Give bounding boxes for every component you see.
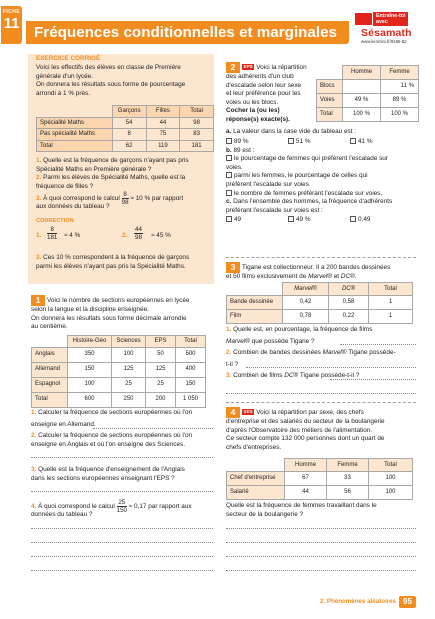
question-number: 1. <box>226 326 232 333</box>
table-cell: 119 <box>146 140 180 152</box>
question-text: Parmi les élèves de Spécialité Maths, quelle est la <box>43 174 186 182</box>
question-text: ® Tigane possède- <box>341 349 396 356</box>
logo-brand: Sésamath <box>361 28 412 39</box>
option-a3[interactable] <box>350 138 373 147</box>
option-label: le nombre de femmes préférant l'escalade sur voies. <box>234 189 383 197</box>
table-header: Histoire-Géo <box>68 336 112 348</box>
option-label: parmi les femmes, le pourcentage de celles qui <box>234 172 368 180</box>
exercise-text: Voici le nombre de sections européennes en lycée <box>47 297 190 304</box>
checkbox[interactable] <box>226 155 232 161</box>
question-number: 3. <box>36 195 42 203</box>
fraction-numerator: 8 <box>47 226 57 234</box>
question-number: 2. <box>31 432 37 439</box>
logo-stripe <box>355 13 372 25</box>
options-c <box>226 215 418 225</box>
question-text: enseigne en Allemand. <box>31 420 96 428</box>
table-row <box>227 472 413 486</box>
table-cell: 125 <box>146 362 176 377</box>
fraction <box>47 226 57 241</box>
answer-line[interactable] <box>226 393 416 394</box>
table-cell: 11 % <box>381 80 419 94</box>
table-row <box>317 94 419 108</box>
fraction-numerator: 8 <box>123 191 127 199</box>
fiche-tab <box>1 6 22 44</box>
option-a1[interactable] <box>226 138 249 147</box>
table-header <box>227 459 285 472</box>
question-text: Dans l'ensemble des hommes, la fréquence d'adhérents <box>233 198 393 206</box>
table-cell: 250 <box>112 392 146 407</box>
table-header <box>317 66 343 80</box>
option-label: 49 <box>234 216 242 224</box>
question-text: À quoi correspond le calcul <box>43 195 120 203</box>
answer-line[interactable] <box>226 556 416 557</box>
logo-tagline <box>373 12 408 26</box>
empty-cell[interactable] <box>343 80 381 94</box>
exercise-text: ® et <box>327 273 340 280</box>
question-number: 1. <box>36 157 42 164</box>
question-text: ® Tigane possède-t-il ? <box>293 372 360 379</box>
exercise-text: d'après l'Observatoire des métiers de l'alimentation. <box>226 426 373 434</box>
subject-badge: EPS <box>243 64 253 69</box>
table-cell: 54 <box>112 117 146 129</box>
page-title: Fréquences conditionnelles et marginales <box>34 24 337 41</box>
table-cell: Total <box>37 140 113 152</box>
question-number: 3. <box>226 372 232 379</box>
table-cell: 181 <box>180 140 214 152</box>
option-label: préfèrent l'escalade sur voies. <box>226 180 311 188</box>
question-text: Calculer la fréquence de sections européennes où l'on <box>38 409 193 416</box>
table-cell: 75 <box>146 129 180 141</box>
solved-exercise-title: EXERCICE CORRIGÉ <box>36 55 101 62</box>
intro-line-2: générale d'un lycée. <box>36 72 94 80</box>
exercise-3-intro <box>226 262 418 282</box>
table-header: Total <box>176 336 206 348</box>
chapter-label: 2. Phénomènes aléatoires <box>320 598 397 605</box>
exercise-number: 3 <box>226 262 240 273</box>
table-header: Garçons <box>112 106 146 118</box>
answer-line[interactable] <box>226 570 416 571</box>
table-cell: 125 <box>112 362 146 377</box>
table-cell: Spécialité Maths <box>37 117 113 129</box>
question-text: Quelle est la fréquence de femmes travaillant dans le <box>226 502 377 509</box>
table-cell: 100 <box>68 377 112 392</box>
table-cell: Espagnol <box>32 377 68 392</box>
answer-text: ≈ 45 % <box>151 232 171 239</box>
checkbox[interactable] <box>226 138 232 144</box>
table-cell: 100 % <box>343 108 381 122</box>
question-text: À quoi correspond le calcul <box>38 503 115 511</box>
table-cell: Anglais <box>32 347 68 362</box>
table-header: Homme <box>285 459 327 472</box>
table-cell: Salarié <box>227 486 285 500</box>
table-cell: 25 <box>146 377 176 392</box>
exercise-1-q3 <box>31 466 216 483</box>
answer-number: 3. <box>36 254 42 261</box>
checkbox[interactable] <box>350 138 356 144</box>
exercise-text: d'escalade selon leur sexe <box>226 81 302 89</box>
option-label: 89 % <box>234 137 249 145</box>
question-text: Combien de films <box>233 372 283 379</box>
table-row <box>317 80 419 94</box>
table-header: EPS <box>146 336 176 348</box>
exercise-1-q2 <box>31 432 216 449</box>
exercise-text: Ce secteur compte 132 000 personnes dont un quart de <box>226 435 385 443</box>
exercise-text: des adhérents d'un club <box>226 73 294 80</box>
correction-3 <box>36 254 212 271</box>
fraction-denominator: 150 <box>116 507 127 514</box>
table-row <box>32 377 206 392</box>
solved-exercise-box <box>28 54 214 284</box>
answer-line[interactable] <box>31 570 213 571</box>
table-cell: 350 <box>68 347 112 362</box>
answer-text: ≈ 4 % <box>64 232 81 239</box>
exercise-1-intro <box>31 295 216 332</box>
table-header <box>32 336 68 348</box>
table-row <box>227 296 413 310</box>
table-cell: 44 <box>285 486 327 500</box>
exercise-text: selon la langue et la discipline enseignée. <box>31 306 149 313</box>
exercise-text: chefs d'entreprises. <box>226 443 282 451</box>
table-header: Sciences <box>112 336 146 348</box>
exercise-text: au centième. <box>31 323 68 331</box>
fraction <box>134 226 143 241</box>
table-cell: Blocs <box>317 80 343 94</box>
table-header: Femme <box>381 66 419 80</box>
intro-line-3: On donnera les résultats sous forme de pourcentage <box>36 81 186 89</box>
exercise-4-table <box>226 458 413 500</box>
fraction <box>122 191 129 206</box>
table-row <box>32 362 206 377</box>
fraction-denominator: 181 <box>47 234 58 241</box>
option-label: 41 % <box>358 137 373 145</box>
option-c1[interactable] <box>226 216 241 225</box>
table-header: Homme <box>343 66 381 80</box>
question-number: 2. <box>36 174 42 182</box>
intro-line-4: arrondi à 1 % près. <box>36 89 90 97</box>
question-text: Spécialité Maths en Première générale ? <box>36 165 152 173</box>
table-cell: 89 % <box>381 94 419 108</box>
checkbox[interactable] <box>226 216 232 222</box>
answer-line[interactable] <box>31 457 213 458</box>
table-cell: Bande dessinée <box>227 296 283 310</box>
exercise-2-questions <box>226 128 418 225</box>
option-label: voies. <box>226 163 243 171</box>
table-row <box>227 486 413 500</box>
question-text: fréquence de filles ? <box>36 182 94 190</box>
question-text: ≈ 0,17 par rapport aux <box>128 503 192 511</box>
table-cell: Total <box>317 108 343 122</box>
answer-text: parmi les élèves n'ayant pas pris la Spécialité Maths. <box>36 262 186 270</box>
exercise-3-table <box>226 282 413 324</box>
answer-line[interactable] <box>340 344 416 345</box>
question-1 <box>36 157 212 166</box>
exercise-text: et leur préférence pour les <box>226 90 301 98</box>
answer-number: 1. <box>36 232 42 239</box>
solved-exercise-intro <box>36 64 185 98</box>
question-letter: a. <box>226 128 232 135</box>
fiche-number: 11 <box>3 15 20 33</box>
exercise-text: d'entreprise et des salariés du secteur de la boulangerie <box>226 418 385 425</box>
exercise-1-q1 <box>31 409 216 429</box>
table-cell: 400 <box>176 362 206 377</box>
table-cell: 56 <box>327 486 369 500</box>
divider <box>226 402 416 403</box>
question-number: 2. <box>226 349 232 356</box>
checkbox[interactable] <box>226 172 232 178</box>
question-text: secteur de la boulangerie ? <box>226 510 304 518</box>
exercise-number: 2 <box>226 62 240 73</box>
checkbox[interactable] <box>288 216 294 222</box>
question-text: ≈ 10 % par rapport <box>130 195 184 203</box>
table-cell: 83 <box>180 129 214 141</box>
table-cell: 8 <box>112 129 146 141</box>
table-cell: 1 <box>369 310 413 324</box>
answer-line[interactable] <box>93 428 213 429</box>
question-number: 1. <box>31 409 37 416</box>
answer-line[interactable] <box>31 542 213 543</box>
option-label: le pourcentage de femmes qui préfèrent l'escalade sur <box>234 155 388 163</box>
table-cell: 49 % <box>343 94 381 108</box>
option-label: 0,49 <box>358 216 371 224</box>
table-header <box>227 283 283 296</box>
table-cell: 44 <box>146 117 180 129</box>
intro-line-1: Voici les effectifs des élèves en classe de Première <box>36 64 181 71</box>
title-bar <box>26 21 349 44</box>
answer-line[interactable] <box>330 379 416 380</box>
table-cell: Chef d'entreprise <box>227 472 285 486</box>
question-text: Calculer la fréquence de sections européennes où l'on <box>38 432 193 439</box>
option-label: 49 % <box>296 216 311 224</box>
answer-line[interactable] <box>246 367 416 368</box>
question-text: Quelle est la fréquence d'enseignement de l'Anglais <box>38 466 185 473</box>
answer-line[interactable] <box>226 542 416 543</box>
question-text: Quelle est, en pourcentage, la fréquence de films <box>233 326 373 333</box>
table-cell: 500 <box>176 347 206 362</box>
table-cell: 67 <box>285 472 327 486</box>
exercise-text: Voici la répartition par sexe, des chefs <box>256 409 364 416</box>
solved-exercise-table <box>36 105 214 152</box>
exercise-text: ®. <box>350 273 357 280</box>
table-cell: 100 % <box>381 108 419 122</box>
question-text: Quelle est la fréquence de garçons n'ayant pas pris <box>43 157 189 164</box>
table-cell: 1 050 <box>176 392 206 407</box>
table-row <box>227 310 413 324</box>
option-c3[interactable] <box>350 216 370 225</box>
question-text: 89 est : <box>233 146 255 154</box>
answer-line[interactable] <box>226 528 416 529</box>
table-cell: Allemand <box>32 362 68 377</box>
question-text: dans les sections européennes enseignant l'EPS ? <box>31 474 175 482</box>
checkbox[interactable] <box>226 190 232 196</box>
table-cell: 100 <box>369 486 413 500</box>
fraction <box>117 499 127 514</box>
exercise-text: voies ou les blocs. <box>226 98 279 106</box>
fraction-numerator: 44 <box>135 226 142 233</box>
option-a2[interactable] <box>288 138 311 147</box>
table-header: Total <box>369 283 413 296</box>
logo-tagline-1: Entraîne-toi <box>376 13 406 19</box>
exercise-text: Tigane est collectionneur. Il a 200 bandes dessinées <box>242 264 391 271</box>
subject-badge: SES <box>243 409 253 414</box>
table-cell: 0,42 <box>283 296 329 310</box>
question-number: 3. <box>31 466 37 473</box>
option-label: 51 % <box>296 137 311 145</box>
question-text: Marvel <box>226 337 246 345</box>
table-row <box>37 117 214 129</box>
table-cell: 62 <box>112 140 146 152</box>
question-text: Combien de bandes dessinées <box>233 349 321 356</box>
table-cell: 33 <box>327 472 369 486</box>
question-text: enseigne en Anglais et où l'on enseigne des Sciences. <box>31 440 185 448</box>
table-row <box>37 129 214 141</box>
table-cell: 200 <box>146 392 176 407</box>
exercise-1-table <box>31 335 206 408</box>
table-row <box>317 108 419 122</box>
answer-line[interactable] <box>31 528 213 529</box>
answer-line[interactable] <box>31 556 213 557</box>
question-letter: b. <box>226 146 232 154</box>
question-text: t-il ? <box>226 360 239 368</box>
question-number: 4. <box>31 503 37 511</box>
table-cell: 100 <box>112 347 146 362</box>
exercise-instruction: Cocher la (ou les) <box>226 107 280 115</box>
table-header: Total <box>180 106 214 118</box>
table-cell: Film <box>227 310 283 324</box>
correction-title: CORRECTION <box>36 218 74 224</box>
table-cell: 0,22 <box>329 310 369 324</box>
options-a <box>226 137 418 147</box>
table-row <box>32 392 206 407</box>
option-b2[interactable] <box>226 172 418 181</box>
exercise-1-q4 <box>31 499 216 520</box>
table-cell: 25 <box>112 377 146 392</box>
table-cell: 0,58 <box>329 296 369 310</box>
table-cell: 50 <box>146 347 176 362</box>
question-text: ® que possède Tigane ? <box>245 337 315 345</box>
page-header <box>0 0 435 48</box>
exercise-number: 4 <box>226 407 240 418</box>
checkbox[interactable] <box>288 138 294 144</box>
exercise-text: Voici la répartition <box>256 64 307 71</box>
question-text: Marvel <box>322 349 342 356</box>
exercise-number: 1 <box>31 295 45 306</box>
answer-line[interactable] <box>31 491 213 492</box>
answer-number: 2. <box>122 232 128 239</box>
logo-tagline-2: avec <box>376 19 388 25</box>
exercise-4-intro <box>226 407 418 452</box>
exercise-text: et 50 films exclusivement de <box>226 273 307 280</box>
exercise-2-intro <box>226 62 326 125</box>
fraction-numerator: 25 <box>118 499 126 506</box>
table-header: DC® <box>329 283 369 296</box>
exercise-2-table <box>316 65 419 122</box>
question-2 <box>36 174 212 183</box>
table-row <box>32 347 206 362</box>
table-cell: 600 <box>68 392 112 407</box>
fraction-denominator: 98 <box>135 234 142 241</box>
correction-answers <box>36 225 212 249</box>
table-header: Total <box>369 459 413 472</box>
question-text: préférant l'escalade sur voies est : <box>226 206 323 214</box>
table-row <box>37 140 214 152</box>
solved-exercise-questions <box>36 157 212 212</box>
option-b1[interactable] <box>226 155 418 164</box>
sesamath-logo[interactable] <box>355 10 427 46</box>
table-cell: 150 <box>176 377 206 392</box>
answer-text: Ces 10 % correspondent à la fréquence de garçons <box>43 254 190 261</box>
table-header <box>37 106 113 118</box>
table-cell: 1 <box>369 296 413 310</box>
option-b3[interactable] <box>226 190 418 199</box>
question-letter: c. <box>226 198 232 206</box>
question-text: La valeur dans la case vide du tableau est : <box>233 128 357 135</box>
option-c2[interactable] <box>288 216 311 225</box>
checkbox[interactable] <box>350 216 356 222</box>
exercise-4-question <box>226 502 418 519</box>
exercise-instruction: réponse(s) exacte(s). <box>226 115 290 123</box>
question-text: aux données du tableau ? <box>36 203 110 211</box>
question-text: DC <box>284 372 294 379</box>
logo-url[interactable]: www.lienmini.fr/9186-82 <box>361 39 407 44</box>
table-header: Marvel® <box>283 283 329 296</box>
exercise-text: DC <box>340 273 351 280</box>
table-header: Femme <box>327 459 369 472</box>
fiche-word: FICHE <box>2 9 21 15</box>
exercise-3-questions <box>226 324 418 382</box>
table-cell: Total <box>32 392 68 407</box>
table-cell: 0,78 <box>283 310 329 324</box>
divider <box>226 257 416 258</box>
exercise-text: On donnera les résultats sous forme décimale arrondie <box>31 314 187 322</box>
table-header: Filles <box>146 106 180 118</box>
table-cell: Voies <box>317 94 343 108</box>
table-cell: 98 <box>180 117 214 129</box>
fraction-denominator: 98 <box>121 199 129 207</box>
table-cell: 150 <box>68 362 112 377</box>
page-number: 95 <box>399 596 416 608</box>
exercise-text: Marvel <box>308 273 328 280</box>
table-cell: 100 <box>369 472 413 486</box>
table-cell: Pas spécialité Maths <box>37 129 113 141</box>
question-text: données du tableau ? <box>31 511 93 519</box>
